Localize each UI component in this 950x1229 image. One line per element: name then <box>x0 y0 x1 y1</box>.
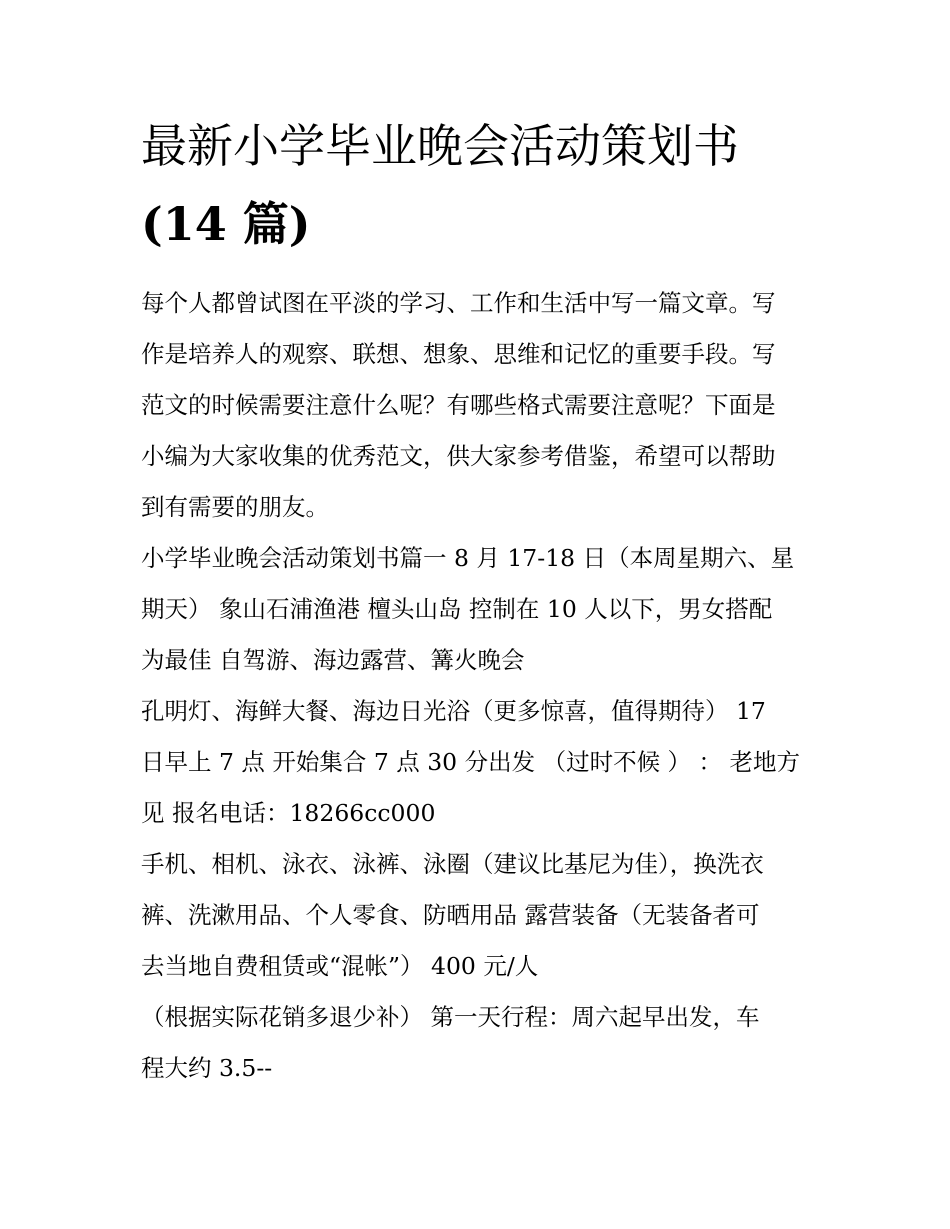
text-line: 裤、洗漱用品、个人零食、防晒用品 露营装备（无装备者可 <box>141 901 760 929</box>
text-line: 到有需要的朋友。 <box>141 493 329 521</box>
title-line: (14 篇) <box>141 197 311 251</box>
paragraph-date-location <box>141 533 821 686</box>
document-body <box>141 114 821 1094</box>
text-line: 为最佳 自驾游、海边露营、篝火晚会 <box>141 646 525 674</box>
text-line: 见 报名电话：18266cc000 <box>141 799 436 827</box>
text-line: 日早上 7 点 开始集合 7 点 30 分出发 （过时不候 ） ： 老地方 <box>141 748 800 776</box>
text-line: 小学毕业晚会活动策划书篇一 8 月 17-18 日（本周星期六、星 <box>141 544 795 572</box>
text-line: 每个人都曾试图在平淡的学习、工作和生活中写一篇文章。写 <box>141 289 776 317</box>
text-line: 去当地自费租赁或“混帐”） 400 元/人 <box>141 952 539 980</box>
text-line: （根据实际花销多退少补） 第一天行程：周六起早出发，车 <box>141 1003 760 1031</box>
title-line: 最新小学毕业晚会活动策划书 <box>141 119 739 173</box>
paragraph-itinerary <box>141 992 821 1094</box>
text-line: 期天） 象山石浦渔港 檀头山岛 控制在 10 人以下，男女搭配 <box>141 595 773 623</box>
intro-paragraph <box>141 278 821 533</box>
paragraph-activities <box>141 686 821 839</box>
text-line: 作是培养人的观察、联想、想象、思维和记忆的重要手段。写 <box>141 340 776 368</box>
text-line: 范文的时候需要注意什么呢？有哪些格式需要注意呢？下面是 <box>141 391 776 419</box>
text-line: 手机、相机、泳衣、泳裤、泳圈（建议比基尼为佳），换洗衣 <box>141 850 764 878</box>
text-line: 小编为大家收集的优秀范文，供大家参考借鉴，希望可以帮助 <box>141 442 776 470</box>
document-title <box>141 114 821 256</box>
paragraph-equipment <box>141 839 821 992</box>
text-line: 孔明灯、海鲜大餐、海边日光浴（更多惊喜，值得期待） 17 <box>141 697 766 725</box>
text-line: 程大约 3.5-- <box>141 1054 273 1082</box>
